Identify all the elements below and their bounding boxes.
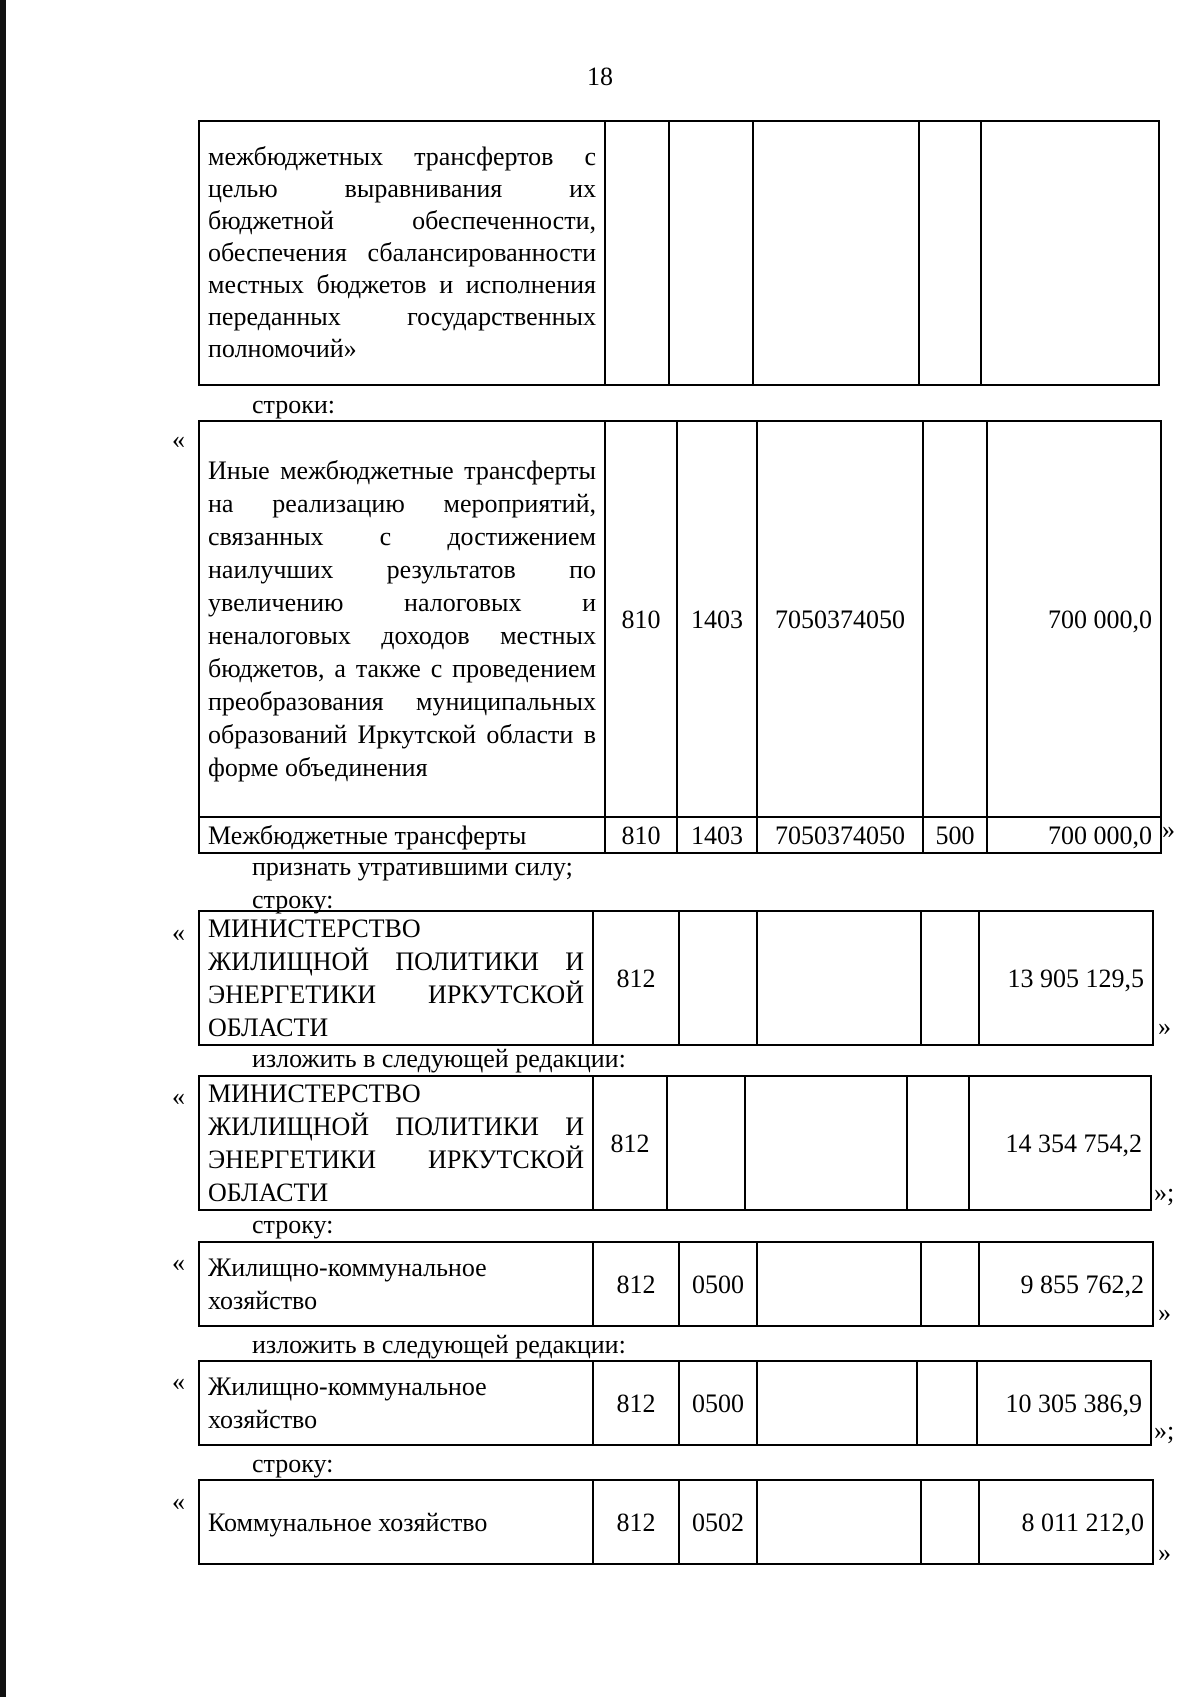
row-name: Жилищно-коммунальное хозяйство xyxy=(199,1242,593,1326)
table-row xyxy=(199,1076,1151,1210)
row-gr: 812 xyxy=(593,1361,679,1445)
table-row xyxy=(199,817,1161,853)
row-vr xyxy=(907,1076,969,1210)
row-amount: 10 305 386,9 xyxy=(977,1361,1151,1445)
row-amount xyxy=(981,121,1159,385)
housing-old-table xyxy=(198,1241,1154,1327)
open-quote: « xyxy=(172,1082,185,1111)
page-number: 18 xyxy=(587,62,613,91)
row-cs xyxy=(757,1480,921,1564)
row-cs: 7050374050 xyxy=(757,817,923,853)
row-amount: 9 855 762,2 xyxy=(979,1242,1153,1326)
open-quote: « xyxy=(172,918,185,947)
row-rz: 1403 xyxy=(677,421,757,817)
row-rz: 0500 xyxy=(679,1242,757,1326)
row-vr xyxy=(917,1361,977,1445)
row-cs xyxy=(745,1076,907,1210)
communal-table xyxy=(198,1479,1154,1565)
row-gr: 812 xyxy=(593,1076,667,1210)
row-name: Коммунальное хозяйство xyxy=(199,1480,593,1564)
row-amount: 700 000,0 xyxy=(987,817,1161,853)
label-stroku: строку: xyxy=(252,885,334,914)
close-quote: »; xyxy=(1154,1178,1175,1207)
row-name: МИНИСТЕРСТВО ЖИЛИЩНОЙ ПОЛИТИКИ И ЭНЕРГЕТИКИ ИРКУТСКОЙ ОБЛАСТИ xyxy=(199,1076,593,1210)
row-vr xyxy=(919,121,981,385)
close-quote: » xyxy=(1158,1538,1171,1567)
close-quote: » xyxy=(1158,1012,1171,1041)
housing-new-table xyxy=(198,1360,1152,1446)
row-gr xyxy=(605,121,669,385)
table-row xyxy=(199,421,1161,817)
ministry-old-table xyxy=(198,910,1154,1046)
row-cs: 7050374050 xyxy=(757,421,923,817)
row-gr: 812 xyxy=(593,911,679,1045)
label-repeal: признать утратившими силу; xyxy=(252,852,573,881)
row-rz xyxy=(667,1076,745,1210)
scan-edge xyxy=(0,0,6,1697)
label-new-edition: изложить в следующей редакции: xyxy=(252,1044,626,1073)
row-gr: 810 xyxy=(605,421,677,817)
table-row xyxy=(199,911,1153,1045)
label-stroki: строки: xyxy=(252,390,335,419)
row-gr: 812 xyxy=(593,1242,679,1326)
table-row xyxy=(199,121,1159,385)
repealed-rows-table xyxy=(198,420,1162,854)
row-rz xyxy=(669,121,753,385)
open-quote: « xyxy=(172,1367,185,1396)
table-row xyxy=(199,1361,1151,1445)
label-stroku: строку: xyxy=(252,1449,334,1478)
close-quote: » xyxy=(1158,1298,1171,1327)
row-name: Межбюджетные трансферты xyxy=(199,817,605,853)
row-gr: 812 xyxy=(593,1480,679,1564)
row-gr: 810 xyxy=(605,817,677,853)
label-stroku: строку: xyxy=(252,1210,334,1239)
row-vr xyxy=(921,911,979,1045)
row-vr: 500 xyxy=(923,817,987,853)
open-quote: « xyxy=(172,1248,185,1277)
close-quote: » xyxy=(1162,815,1175,844)
row-vr xyxy=(921,1480,979,1564)
row-rz: 0502 xyxy=(679,1480,757,1564)
row-cs xyxy=(757,911,921,1045)
row-name: Иные межбюджетные трансферты на реализацию мероприятий, связанных с достижением наилучших результатов по увеличению налоговых и неналоговых доходов местных бюджетов, а также с проведением преобразования муниципальных образований Иркутской области в форме объединения xyxy=(199,421,605,817)
continuation-table xyxy=(198,120,1160,386)
row-amount: 14 354 754,2 xyxy=(969,1076,1151,1210)
row-amount: 8 011 212,0 xyxy=(979,1480,1153,1564)
row-rz xyxy=(679,911,757,1045)
row-cs xyxy=(753,121,919,385)
row-cs xyxy=(757,1242,921,1326)
row-amount: 13 905 129,5 xyxy=(979,911,1153,1045)
row-name: Жилищно-коммунальное хозяйство xyxy=(199,1361,593,1445)
ministry-new-table xyxy=(198,1075,1152,1211)
table-row xyxy=(199,1242,1153,1326)
row-amount: 700 000,0 xyxy=(987,421,1161,817)
open-quote: « xyxy=(172,1487,185,1516)
row-cs xyxy=(757,1361,917,1445)
table-row xyxy=(199,1480,1153,1564)
row-rz: 0500 xyxy=(679,1361,757,1445)
close-quote: »; xyxy=(1154,1416,1175,1445)
row-rz: 1403 xyxy=(677,817,757,853)
row-vr xyxy=(923,421,987,817)
row-vr xyxy=(921,1242,979,1326)
row-name: МИНИСТЕРСТВО ЖИЛИЩНОЙ ПОЛИТИКИ И ЭНЕРГЕТИКИ ИРКУТСКОЙ ОБЛАСТИ xyxy=(199,911,593,1045)
label-new-edition: изложить в следующей редакции: xyxy=(252,1330,626,1359)
row-name: межбюджетных трансфертов с целью выравнивания их бюджетной обеспеченности, обеспечения сбалансированности местных бюджетов и исполнения переданных государственных полномочий» xyxy=(199,121,605,385)
open-quote: « xyxy=(172,425,185,454)
